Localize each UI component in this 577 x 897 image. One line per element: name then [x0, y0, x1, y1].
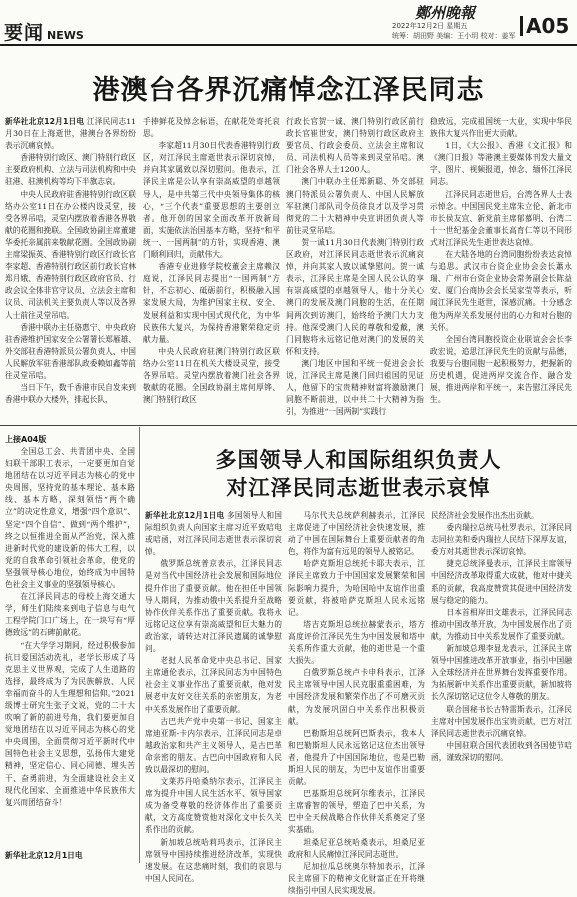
paragraph: 当日下午，数千香港市民自发来到香港中联办大楼外，排起长队，	[5, 383, 136, 405]
paragraph: 全国台湾同胞投资企业联谊会会长李政宏说，追思江泽民先生的贡献与品德，我要与台胞同胞一起积极努力，把握新的历史机遇，促进两岸交流合作、融合发展，推进两岸和平统一，来告慰江泽民先生。	[430, 334, 572, 405]
paragraph: 香港特别行政区、澳门特别行政区主要政府机构、立法与司法机构和中央驻港、驻澳机构等均下半旗志哀。	[5, 153, 136, 187]
paragraph: 民经济社会发展作出杰出贡献。	[431, 511, 539, 520]
paragraph: 文莱苏丹哈桑纳尔表示，江泽民主席为提升中国人民生活水平、领导国家成为备受尊敬的经济体作出了重要贡献，文方高度赞赏他对深化文中长久关系作出的贡献。	[145, 777, 282, 835]
article1-column-2	[143, 116, 280, 418]
article2-column-3	[431, 510, 572, 862]
paragraph: 巴勒斯坦总统阿巴斯表示，我本人和巴勒斯坦人民永远铭记这位杰出领导者，他提升了中国国际地位，也是巴勒斯坦人民的朋友，为巴中友谊作出重要贡献。	[288, 728, 425, 787]
paragraph: 捷克总统泽曼表示，江泽民主席领导中国经济改革取得重大成就，他对中捷关系的贡献，我高度赞赏其促进中国经济发展与稳定的能力。	[431, 559, 572, 605]
paragraph: 江泽民同志逝世后，台湾各界人士表示悼念。中国国民党主席朱立伦、新北市市长侯友宜、新党前主席郁慕明、台湾二十一世纪基金会董事长高育仁等以不同形式对江泽民先生逝世表达哀悼。	[430, 189, 572, 247]
article2-headline-line1: 多国领导人和国际组织负责人	[215, 448, 502, 472]
paragraph: 在江泽民同志的母校上海交通大学，师生们陆续来到电子信息与电气工程学院门口广场上，在一块写有“厚德致远”的石碑前献花。	[5, 592, 135, 638]
paragraph: 中国驻联合国代表团收到各国使节唁函，谨致深切的慰问。	[431, 740, 572, 762]
paragraph: 在大陆各地的台湾同胞纷纷表达哀悼与追思。武汉市台资企业协会会长蕭永瑞、广州市台资企业协会常务副会长陈益安、厦门台商协会会长吴家莹等表示，听闻江泽民先生逝世，深感沉痛。十分感念他为两岸关系发展付出的心力和对台胞的关怀。	[430, 250, 572, 332]
editor-credits: 统筹：胡田野 美编：王小玥 校对：姜军	[392, 32, 516, 40]
paragraph: 稳致远，完成祖国统一大业，实现中华民族伟大复兴作出更大贡献。	[430, 117, 572, 139]
paragraph: 香港中联办主任骆惠宁、中央政府驻香港维护国家安全公署署长郑雁雄、外交部驻香港特派员公署负责人、中国人民解放军驻香港部队政委赖如鑫等前往灵堂吊唁。	[5, 322, 136, 380]
article1-dateline: 新华社北京12月1日电	[5, 117, 85, 126]
article2-headline-line2: 对江泽民同志逝世表示哀悼	[226, 476, 491, 500]
paragraph: “在大学学习期间，经过积极参加抗日爱国活动洗礼，老学长形成了马克思主义世界观，完成了人生道路的选择，最终成为了为民族解放、人民幸福而奋斗的人生理想和信仰。”2021级博士研究生张子文说，党的二十大吹响了新的前进号角，我们要更加自觉地团结在以习近平同志为核心的党中央周围，全面贯彻习近平新时代中国特色社会主义思想，弘扬伟大建党精神，坚定信心、同心同德、埋头苦干、奋勇前进，为全面建设社会主义现代化国家、全面推进中华民族伟大复兴而团结奋斗！	[5, 640, 135, 807]
page-number: A05	[520, 14, 569, 38]
newspaper-logo: 鄭州晚報	[415, 4, 476, 22]
paragraph: 日本首相岸田文雄表示，江泽民同志推动中国改革开放，为中国发展作出了贡献，为推动日中关系发展作了重要贡献。	[431, 607, 572, 641]
sidebar-dateline: 新华社北京12月1日电	[5, 851, 83, 860]
paragraph: 香港专业进修学院校董会主席赖汉庭说，江泽民同志提出“一国两制”方针，不忘初心、砥砺前行，积极融入国家发展大局，为维护国家主权、安全、发展利益和实现中国式现代化，为中华民族伟大复兴，为保持香港繁荣稳定贡献力量。	[143, 262, 280, 344]
paragraph: 中央人民政府驻澳门特别行政区联络办公室11日在机关大楼设灵堂，接受各界吊唁。灵堂内摆放着澳门社会各界敬献的花圈。全国政协副主席何厚铧、澳门特别行政区	[143, 346, 280, 405]
section-label: 要闻 NEWS	[4, 22, 84, 44]
paragraph: 全国总工会、共青团中央、全国妇联干部职工表示，一定要更加自觉地团结在以习近平同志为核心的党中央周围，坚持党的基本理论、基本路线、基本方略，深刻领悟“两个确立”的决定性意义，增强“四个意识”、坚定“四个自信”、做到“两个维护”，终之以恒推进全面从严治党，深入推进新时代党的建设新的伟大工程，以党的自我革命引领社会革命，使党的坚强领导核心地位，始终成为中国特色社会主义事业的坚强领导核心。	[5, 447, 135, 590]
paragraph: 巴基斯坦总统阿尔维表示，江泽民主席睿智的领导，塑造了巴中关系，为巴中全天候战略合作伙伴关系奠定了坚实基础。	[288, 789, 425, 835]
paragraph: 老挝人民革命党中央总书记、国家主席通伦表示，江泽民同志为中国特色社会主义事业作出了重要贡献，他对发展老中友好交往关系的亲密朋友，为老中关系发展作出了重要贡献。	[145, 656, 282, 714]
paragraph: 贺一诚11月30日代表澳门特别行政区政府，对江泽民同志逝世表示沉痛哀悼，并向其家人致以诚挚慰问。贺一诚表示，江泽民主席是全国人民公认的享有崇高威望的卓越领导人，他十分关心澳门的发展及澳门同胞的生活，在任期间两次到访澳门，始终给予澳门大力支持。他深受澳门人民的尊敬和爱戴，澳门同胞将永远铭记他对澳门的发展的关怀和支持。	[286, 237, 424, 356]
paragraph: 澳门地区中国和平统一促进会会长说，江泽民主席是澳门回归祖国的见证人，他留下的宝贵精神财富将激励澳门同胞不断前进，以中共二十大精神为指引，为推进“一国两制”实践行	[286, 358, 424, 417]
paragraph: 澳门中联办主任郑新聪、外交部驻澳门特派员公署负责人、中国人民解放军驻澳门部队司令员徐良才以及学习贯彻党的二十大精神中央宣讲团负责人等前往灵堂吊唁。	[286, 177, 424, 235]
article1-headline: 港澳台各界沉痛悼念江泽民同志	[92, 75, 485, 106]
masthead	[0, 0, 577, 46]
paragraph: 坦桑尼亚总统哈桑表示，坦桑尼亚政府和人民痛悼江泽民同志逝世。	[288, 837, 425, 859]
paragraph: 哈萨克斯坦总统托卡耶夫表示，江泽民主席致力于中国国家发展繁荣和国际影响力提升，为哈国哈中友谊作出重要贡献，将被哈萨克斯坦人民永远铭记。	[288, 559, 425, 617]
paragraph: 白俄罗斯总统卢卡申科表示，江泽民主席领导中国人民克服重重困难，为中国经济发展和繁荣作出了不可磨灭贡献，为发展巩固白中关系作出积极贡献。	[288, 668, 425, 726]
article1-column-4	[430, 116, 572, 418]
paragraph: 手捧鲜花及悼念标语，在献花处寄托哀思。	[143, 117, 280, 139]
paragraph: 行政长官贺一诚、澳门特别行政区前行政长官崔世安，澳门特别行政区政府主要官员、行政会委员、立法会主席和议员、司法机构人员等来到灵堂吊唁。澳门社会各界人士1200人。	[286, 117, 424, 175]
paragraph: 尼加拉瓜总统奥尔特加表示，江泽民主席留下的精神文化财富正在开将继续指引中国人民实现发展。	[288, 861, 425, 895]
paragraph: 联合国秘书长古特雷斯表示，江泽民主席对中国发展作出宝贵贡献，巴方对江泽民同志逝世表示沉痛哀悼。	[431, 704, 572, 738]
article2-column-1: 新华社北京12月1日电 多国领导人和国际组织负责人向国家主席习近平致唁电或唁函，对江泽民同志逝世表示深切哀悼。 俄罗斯总统普京表示，江泽民同志是对当代中国经济社会发展和国际地位提升作出了重要贡献。他在担任中国领导人期间，为推动俄中关系提升至战略协作伙伴关系作出了重要贡献。我将永远铭记这位享有崇高威望和巨大魅力的政治家，请转达对江泽民遗属的诚挚慰问。 老挝人民革命党中央总书记、国家主席通伦表示，江泽民同志为中国特色社会主义事业作出了重要贡献，他对发展老中友好交往关系的亲密朋友，为老中关系发展作出了重要贡献。 古巴共产党中央第一书记、国家主席迪亚斯-卡内尔表示，江泽民同志是卓越政治家和共产主义领导人，是古巴革命亲密的朋友。古巴向中国政府和人民致以最深切的慰问。 文莱苏丹哈桑纳尔表示，江泽民主席为提升中国人民生活水平、领导国家成为备受尊敬的经济体作出了重要贡献，文方高度赞赏他对深化文中长久关系作出的贡献。 新加坡总统哈莉玛表示，江泽民主席领导中国持续推进经济改革，实现快速发展。在这悲痛时刻，我们的哀思与中国人民同在。	[145, 510, 282, 862]
article1-column-3	[286, 116, 424, 418]
section-divider	[0, 425, 577, 426]
continued-label: 上接A04版	[5, 435, 47, 444]
paragraph: 中央人民政府驻香港特别行政区联络办公室11日在办公楼内设灵堂，接受各界吊唁，灵堂内摆放着香港各界敬献的花圈和挽联。全国政协副主席董建华委托亲属前来敬献花圈。全国政协副主席梁振英、香港特别行政区行政长官李家超、香港特别行政区前行政长官林郑月娥、香港特别行政区政府官员、行政会议全体非官守议员、立法会主席和议员、司法机关主要负责人等以及各界人士前往灵堂吊唁。	[5, 189, 136, 320]
paragraph: 委内瑞拉总统马杜罗表示，江泽民同志同拉美和委内瑞拉人民结下深厚友谊，委方对其逝世表示深切哀悼。	[431, 523, 572, 557]
paragraph: 新加坡总理李显龙表示，江泽民主席领导中国推进改革开放事业，指引中国融入全球经济并在世界舞台发挥重要作用。为拓展新中关系作出重要贡献，新加坡将长久深切铭记这位令人尊敬的朋友。	[431, 644, 572, 702]
paragraph: 俄罗斯总统普京表示，江泽民同志是对当代中国经济社会发展和国际地位提升作出了重要贡献。他在担任中国领导人期间，为推动俄中关系提升至战略协作伙伴关系作出了重要贡献。我将永远铭记这位享有崇高威望和巨大魅力的政治家，请转达对江泽民遗属的诚挚慰问。	[145, 559, 282, 654]
article2-dateline: 新华社北京12月1日电	[145, 511, 225, 520]
section-label-en: NEWS	[47, 29, 84, 42]
issue-date: 2022年12月2日 星期五	[392, 22, 468, 30]
paragraph: 古巴共产党中央第一书记、国家主席迪亚斯-卡内尔表示，江泽民同志是卓越政治家和共产主义领导人，是古巴革命亲密的朋友。古巴向中国政府和人民致以最深切的慰问。	[145, 716, 282, 774]
paragraph: 新加坡总统哈莉玛表示，江泽民主席领导中国持续推进经济改革，实现快速发展。在这悲痛时刻，我们的哀思与中国人民同在。	[145, 837, 282, 883]
paragraph: 1日，《大公报》、香港《文汇报》和《澳门日报》等港澳主要媒体刊发大量文字、图片、视频报道，悼念、缅怀江泽民同志。	[430, 141, 572, 187]
paragraph: 塔吉克斯坦总统拉赫蒙表示，塔方高度评价江泽民先生为中国发展和塔中关系所作重大贡献，他的逝世是一个重大损失。	[288, 619, 425, 666]
sidebar-column	[5, 446, 135, 846]
article1-column-1: 新华社北京12月1日电 江泽民同志11月30日在上海逝世，港澳台各界纷纷表示沉痛哀悼。 香港特别行政区、澳门特别行政区主要政府机构、立法与司法机构和中央驻港、驻澳机构等均下半旗志哀。 中央人民政府驻香港特别行政区联络办公室11日在办公楼内设灵堂，接受各界吊唁，灵堂内摆放着香港各界敬献的花圈和挽联。全国政协副主席董建华委托亲属前来敬献花圈。全国政协副主席梁振英、香港特别行政区行政长官李家超、香港特别行政区前行政长官林郑月娥、香港特别行政区政府官员、行政会议全体非官守议员、立法会主席和议员、司法机关主要负责人等以及各界人士前往灵堂吊唁。 香港中联办主任骆惠宁、中央政府驻香港维护国家安全公署署长郑雁雄、外交部驻香港特派员公署负责人、中国人民解放军驻香港部队政委赖如鑫等前往灵堂吊唁。 当日下午，数千香港市民自发来到香港中联办大楼外，排起长队，	[5, 116, 136, 418]
paragraph: 李家超11月30日代表香港特别行政区，对江泽民主席逝世表示深切哀悼，并向其家属致以深切慰问。他表示，江泽民主席是公认享有崇高威望的卓越领导人，是中共第三代中央领导集体的核心，“三个代表”重要思想的主要创立者。他开创的国家全面改革开放新局面，实施依法治国基本方略，坚持“和平统一、一国两制”的方针，实现香港、澳门顺利回归，贡献伟大。	[143, 141, 280, 260]
article2-column-2	[288, 510, 425, 895]
paragraph: 马尔代夫总统萨利赫表示，江泽民主席促进了中国经济社会快速发展，推动了中国在国际舞台上重要贡献者的角色，将作为富有远见的领导人被铭记。	[288, 511, 425, 557]
